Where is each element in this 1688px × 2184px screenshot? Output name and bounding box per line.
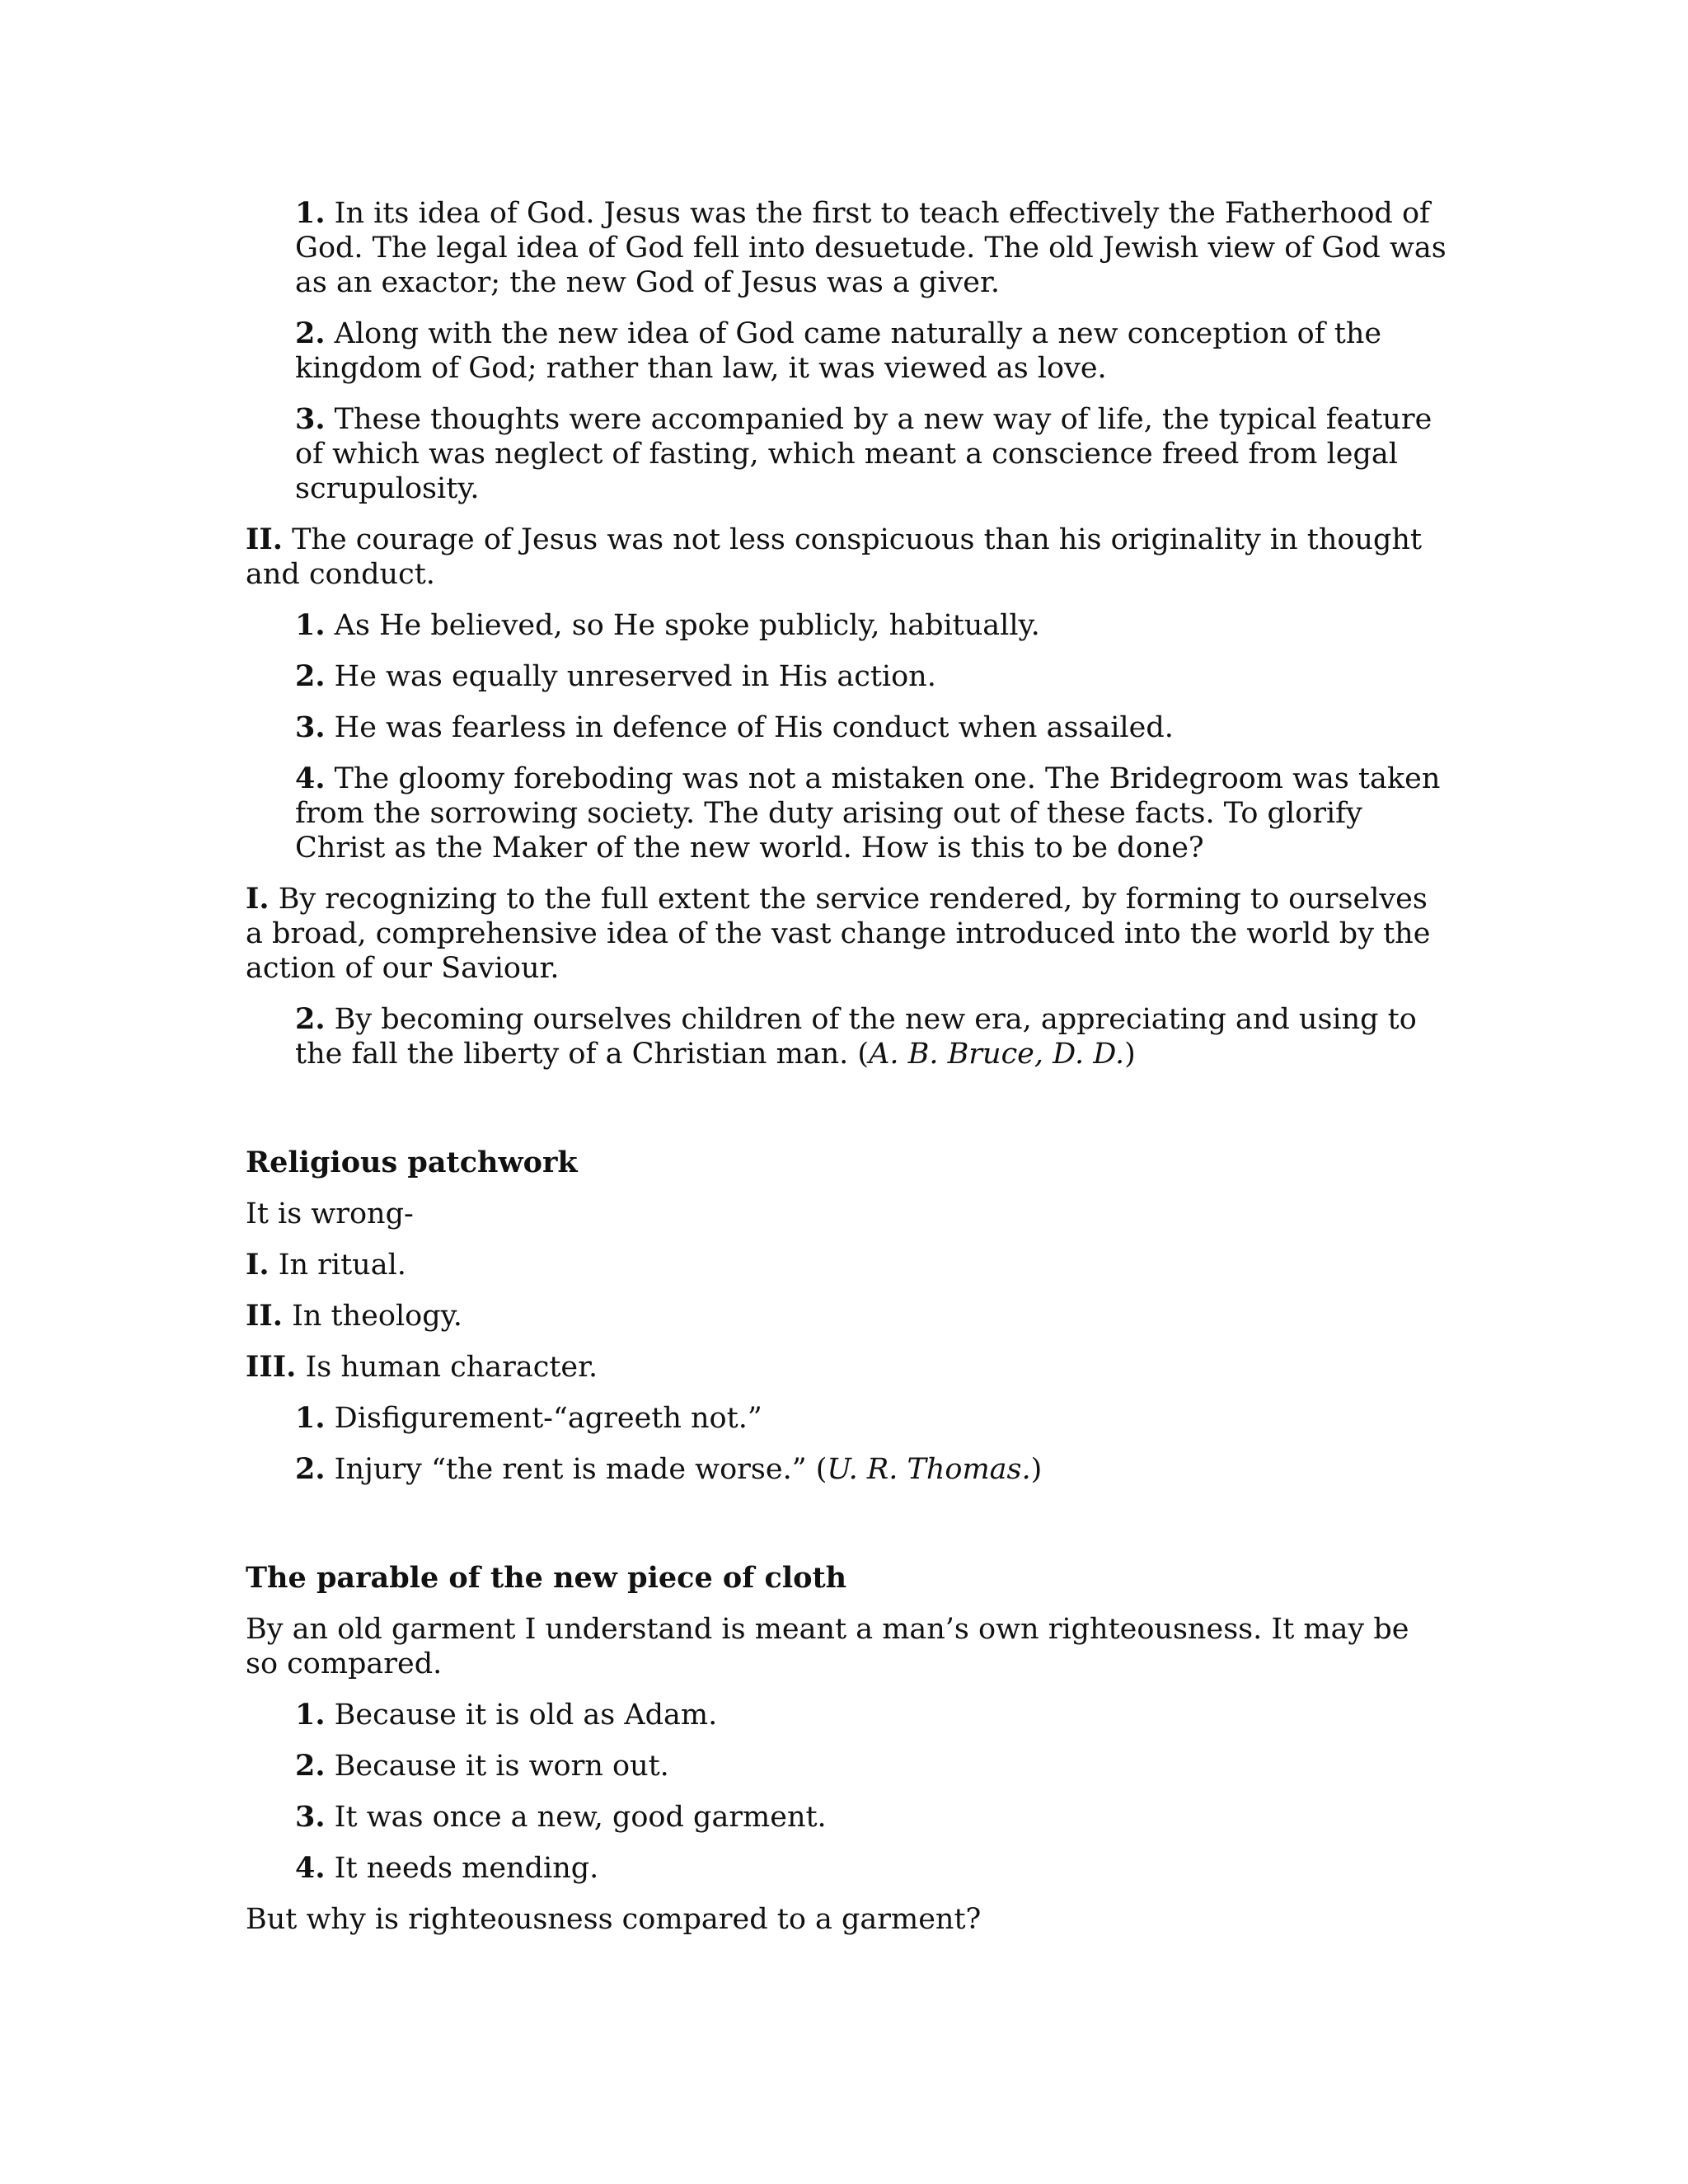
paragraph-roman-i	[246, 882, 1449, 986]
section-heading-parable-new-cloth: The parable of the new piece of cloth	[246, 1561, 847, 1595]
item-text: In its idea of God. Jesus was the first to teach effectively the Fatherhood of God. The legal idea of God fell into desuetude. The old Jewish view of God was as an exactor; the new God of Jesus was a giver.	[295, 197, 1447, 299]
item-text: He was equally unreserved in His action.	[325, 660, 936, 693]
item-text: Injury “the rent is made worse.” (	[325, 1453, 828, 1486]
item-number: 2.	[295, 316, 326, 350]
paragraph-point-2	[295, 316, 1449, 386]
item-number: 3.	[295, 710, 326, 744]
paragraph-subpoint-4	[295, 762, 1449, 865]
paragraph-intro: By an old garment I understand is meant a man’s own righteousness. It may be so compared.	[246, 1613, 1409, 1680]
list-subitem-1	[295, 1401, 1449, 1436]
item-number: 1.	[295, 196, 326, 230]
paragraph-subpoint-2	[295, 659, 1449, 694]
item-text: By becoming ourselves children of the new era, appreciating and using to the fall the liberty of a Christian man. (	[295, 1003, 1417, 1071]
list-item-roman-i	[246, 1248, 1449, 1282]
item-text: Because it is worn out.	[325, 1750, 669, 1783]
paragraph-subpoint-3	[295, 710, 1449, 745]
list-item-roman-ii	[246, 1299, 1449, 1333]
item-text: In ritual.	[269, 1249, 406, 1282]
item-text: These thoughts were accompanied by a new way of life, the typical feature of which was neglect of fasting, which meant a conscience freed from legal scrupulosity.	[295, 403, 1432, 505]
paragraph-roman-ii	[246, 523, 1449, 592]
item-number: 2.	[295, 659, 326, 693]
item-number: II.	[246, 523, 283, 556]
item-text: Disfigurement-“agreeth not.”	[325, 1402, 762, 1435]
item-text: By recognizing to the full extent the service rendered, by forming to ourselves a broad, comprehensive idea of the vast change introduced into the world by the action of our Saviour.	[246, 883, 1431, 985]
item-number: 4.	[295, 762, 326, 795]
citation-close: )	[1124, 1038, 1136, 1071]
paragraph-point-1	[295, 196, 1449, 300]
list-subitem-2	[295, 1452, 1449, 1487]
item-number: I.	[246, 1248, 270, 1282]
citation: U. R. Thomas.	[827, 1453, 1031, 1486]
item-number: III.	[246, 1350, 297, 1384]
item-text: He was fearless in defence of His conduct when assailed.	[325, 711, 1174, 744]
item-number: 2.	[295, 1002, 326, 1036]
document-page	[246, 196, 1449, 1953]
list-subitem-3	[295, 1800, 1449, 1835]
paragraph-outro: But why is righteousness compared to a garment?	[246, 1903, 982, 1936]
item-text: Along with the new idea of God came naturally a new conception of the kingdom of God; rather than law, it was viewed as love.	[295, 317, 1382, 385]
item-text: It needs mending.	[325, 1852, 599, 1885]
paragraph-point-3	[295, 402, 1449, 506]
citation-close: )	[1030, 1453, 1043, 1486]
item-number: 1.	[295, 608, 326, 642]
item-number: 4.	[295, 1851, 326, 1885]
item-text: Is human character.	[296, 1351, 598, 1384]
item-number: 1.	[295, 1401, 326, 1435]
paragraph-subpoint-1	[295, 608, 1449, 643]
item-number: 2.	[295, 1452, 326, 1486]
paragraph-subpoint-2b	[295, 1002, 1449, 1071]
item-text: It was once a new, good garment.	[325, 1801, 827, 1834]
section-heading-religious-patchwork: Religious patchwork	[246, 1146, 578, 1179]
item-text: In theology.	[282, 1300, 462, 1333]
item-text: Because it is old as Adam.	[325, 1699, 718, 1732]
item-number: I.	[246, 882, 270, 916]
item-number: 1.	[295, 1698, 326, 1732]
item-number: 2.	[295, 1749, 326, 1783]
item-number: 3.	[295, 402, 326, 436]
list-subitem-2	[295, 1749, 1449, 1783]
citation: A. B. Bruce, D. D.	[869, 1038, 1125, 1071]
item-number: II.	[246, 1299, 283, 1333]
list-item-roman-iii	[246, 1350, 1449, 1385]
item-text: The courage of Jesus was not less conspicuous than his originality in thought and conduct.	[246, 523, 1423, 591]
list-subitem-1	[295, 1698, 1449, 1732]
paragraph-intro: It is wrong-	[246, 1197, 414, 1230]
list-subitem-4	[295, 1851, 1449, 1886]
item-number: 3.	[295, 1800, 326, 1834]
item-text: The gloomy foreboding was not a mistaken one. The Bridegroom was taken from the sorrowing society. The duty arising out of these facts. To glorify Christ as the Maker of the new world. How is this to be done?	[295, 762, 1441, 865]
item-text: As He believed, so He spoke publicly, habitually.	[325, 609, 1040, 642]
